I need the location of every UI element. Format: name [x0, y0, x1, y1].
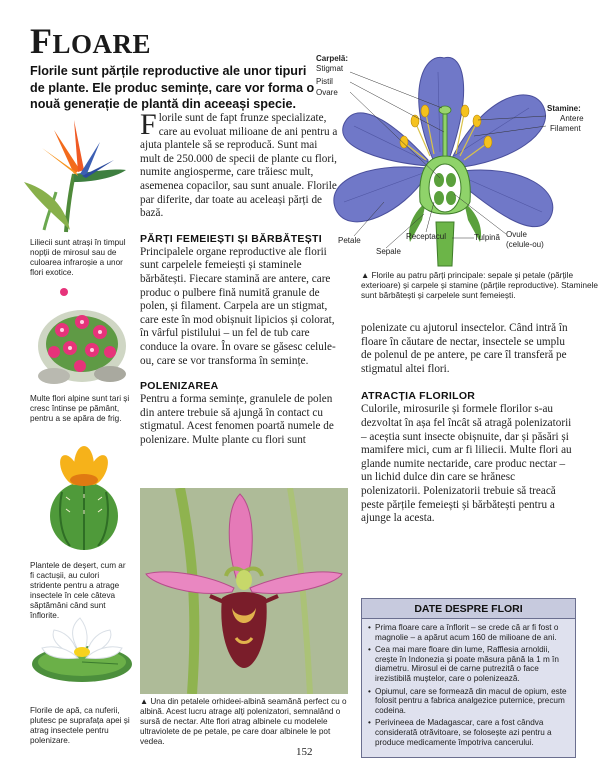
paragraph-atractia: Culorile, mirosurile și formele florilor s-au dezvoltat în așa fel încât să atragă polenizatorii – aceștia sunt insecte obișnuite, dar și păsări și mamifere mici, cum ar fi liliecii. Multe flori au glande numite nectaride, care produc nectar – un lichid dulce din care se hrănesc polenizatorii. Polenizatorii trebuie să treacă peste părțile femeiești și bărbătești pentru a ajunge la acesta. — [361, 403, 572, 525]
label-stamine: Stamine: — [547, 104, 581, 113]
photo-caption: ▲ Una din petalele orhideei-albină seamănă perfect cu o albină. Acest lucru atrage alți polenizatori, semnalând o sursă de nectar. Alte flori atrag albinele cu modelele ultraviolete de pe petale, pe care doar albinele le pot vedea. — [140, 697, 347, 746]
body-column-2 — [361, 322, 576, 526]
label-petale: Petale — [338, 236, 361, 245]
label-tulpina: Tulpină — [474, 233, 500, 242]
heading-atractia: ATRACȚIA FLORILOR — [361, 390, 476, 403]
label-ovare: Ovare — [316, 88, 338, 97]
label-carpela: Carpelă: — [316, 54, 349, 63]
fact-item: • Cea mai mare floare din lume, Rafflesia arnoldii, crește în Indonezia și poate măsura până la 1 m în diametru. Mirosul ei de carne putrezită o face irezistibilă muștelor, care o polenizează. — [368, 645, 569, 683]
label-antere: Antere — [560, 114, 584, 123]
label-filament: Filament — [550, 124, 581, 133]
page-number: 152 — [296, 746, 313, 758]
bee-orchid-photo — [140, 488, 348, 694]
fact-item: • Prima floare care a înflorit – se crede că ar fi fost o magnolie – a apărut acum 160 de milioane de ani. — [368, 623, 569, 642]
label-pistil: Pistil — [316, 77, 333, 86]
flower-diagram — [314, 52, 606, 267]
caption-alpine-flowers: Multe flori alpine sunt tari și cresc întinse pe pământ, pentru a se apăra de frig. — [30, 394, 130, 423]
page-title: FLOARE — [30, 21, 152, 61]
paragraph-parti: Principalele organe reproductive ale florii sunt carpelele femeiești și staminele bărbătești. Fiecare stamină are antere, care produc o pulbere fină numită granule de polen, și filament. Carpela are un stigmat, care este în mod obișnuit lipicios și colorat, în vârful pistilului – un fel de tub care conduce la ovare. În ovare se găsesc celule-ou, care se vor transforma în semințe. — [140, 245, 336, 367]
fact-item: • Perivineea de Madagascar, care a fost cândva considerată otrăvitoare, se folosește azi pentru a produce medicamente împotriva cancerului. — [368, 718, 569, 747]
bird-of-paradise-illustration — [14, 112, 134, 234]
label-sepale: Sepale — [376, 247, 401, 256]
heading-parti: PĂRȚI FEMEIEȘTI ȘI BĂRBĂTEȘTI — [140, 232, 322, 245]
alpine-flowers-illustration — [34, 286, 154, 386]
caption-bird-of-paradise: Liliecii sunt atrași în timpul nopții de mirosul sau de culoarea infraroșie a unor flori exotice. — [30, 238, 126, 277]
paragraph-polenizarea: Pentru a forma semințe, granulele de polen din antere trebuie să ajungă în contact cu stigmatul. Acest fenomen poartă numele de polenizare. Multe plante cu flori sunt — [140, 393, 334, 446]
caption-cactus: Plantele de deșert, cum ar fi cactușii, au culori stridente pentru a atrage insectele în cele câteva săptămâni când sunt înflorite. — [30, 561, 126, 620]
label-receptacul: Receptacul — [406, 232, 447, 241]
paragraph-polenizare-cont: polenizate cu ajutorul insectelor. Când intră în floare în căutare de nectar, insectele se umplu de polenul de pe antere, pe care îl transferă pe stigmatul altei flori. — [361, 322, 568, 375]
facts-list — [362, 619, 575, 747]
intro-text: Florile sunt părțile reproductive ale unor tipuri de plante. Ele produc semințe, care vor forma o nouă generație de plantă din aceeași specie. — [30, 64, 315, 111]
label-ovule: Ovule — [506, 230, 527, 239]
facts-title: DATE DESPRE FLORI — [362, 599, 575, 619]
label-stigmat: Stigmat — [316, 64, 344, 73]
facts-box — [361, 598, 576, 758]
caption-water-lily: Florile de apă, ca nuferii, plutesc pe suprafața apei și atrag insectele pentru polenizare. — [30, 706, 130, 745]
water-lily-illustration — [28, 612, 148, 688]
paragraph-intro: Florile sunt de fapt frunze specializate, care au evoluat milioane de ani pentru a ajuta plantele să se reproducă. Sunt mai mult de 250.000 de specii de plante cu flori, numite angiosperme, care trăiesc mult, asemenea copacilor, sau sunt anuale. Florile par diferite, dar toate au aceleași părți de bază. — [140, 108, 338, 220]
diagram-caption: ▲ Florile au patru părți principale: sepale și petale (părțile exterioare) și carpele și stamine (părțile reproductive). Staminele sunt bărbătești și carpelele sunt femeiești. — [361, 270, 599, 300]
body-column-1 — [140, 108, 338, 447]
label-celule-ou: (celule-ou) — [506, 240, 544, 249]
fact-item: • Opiumul, care se formează din macul de opium, este folosit pentru a fabrica analgezice puternice, precum codeina. — [368, 687, 569, 716]
heading-polenizarea: POLENIZAREA — [140, 380, 219, 393]
